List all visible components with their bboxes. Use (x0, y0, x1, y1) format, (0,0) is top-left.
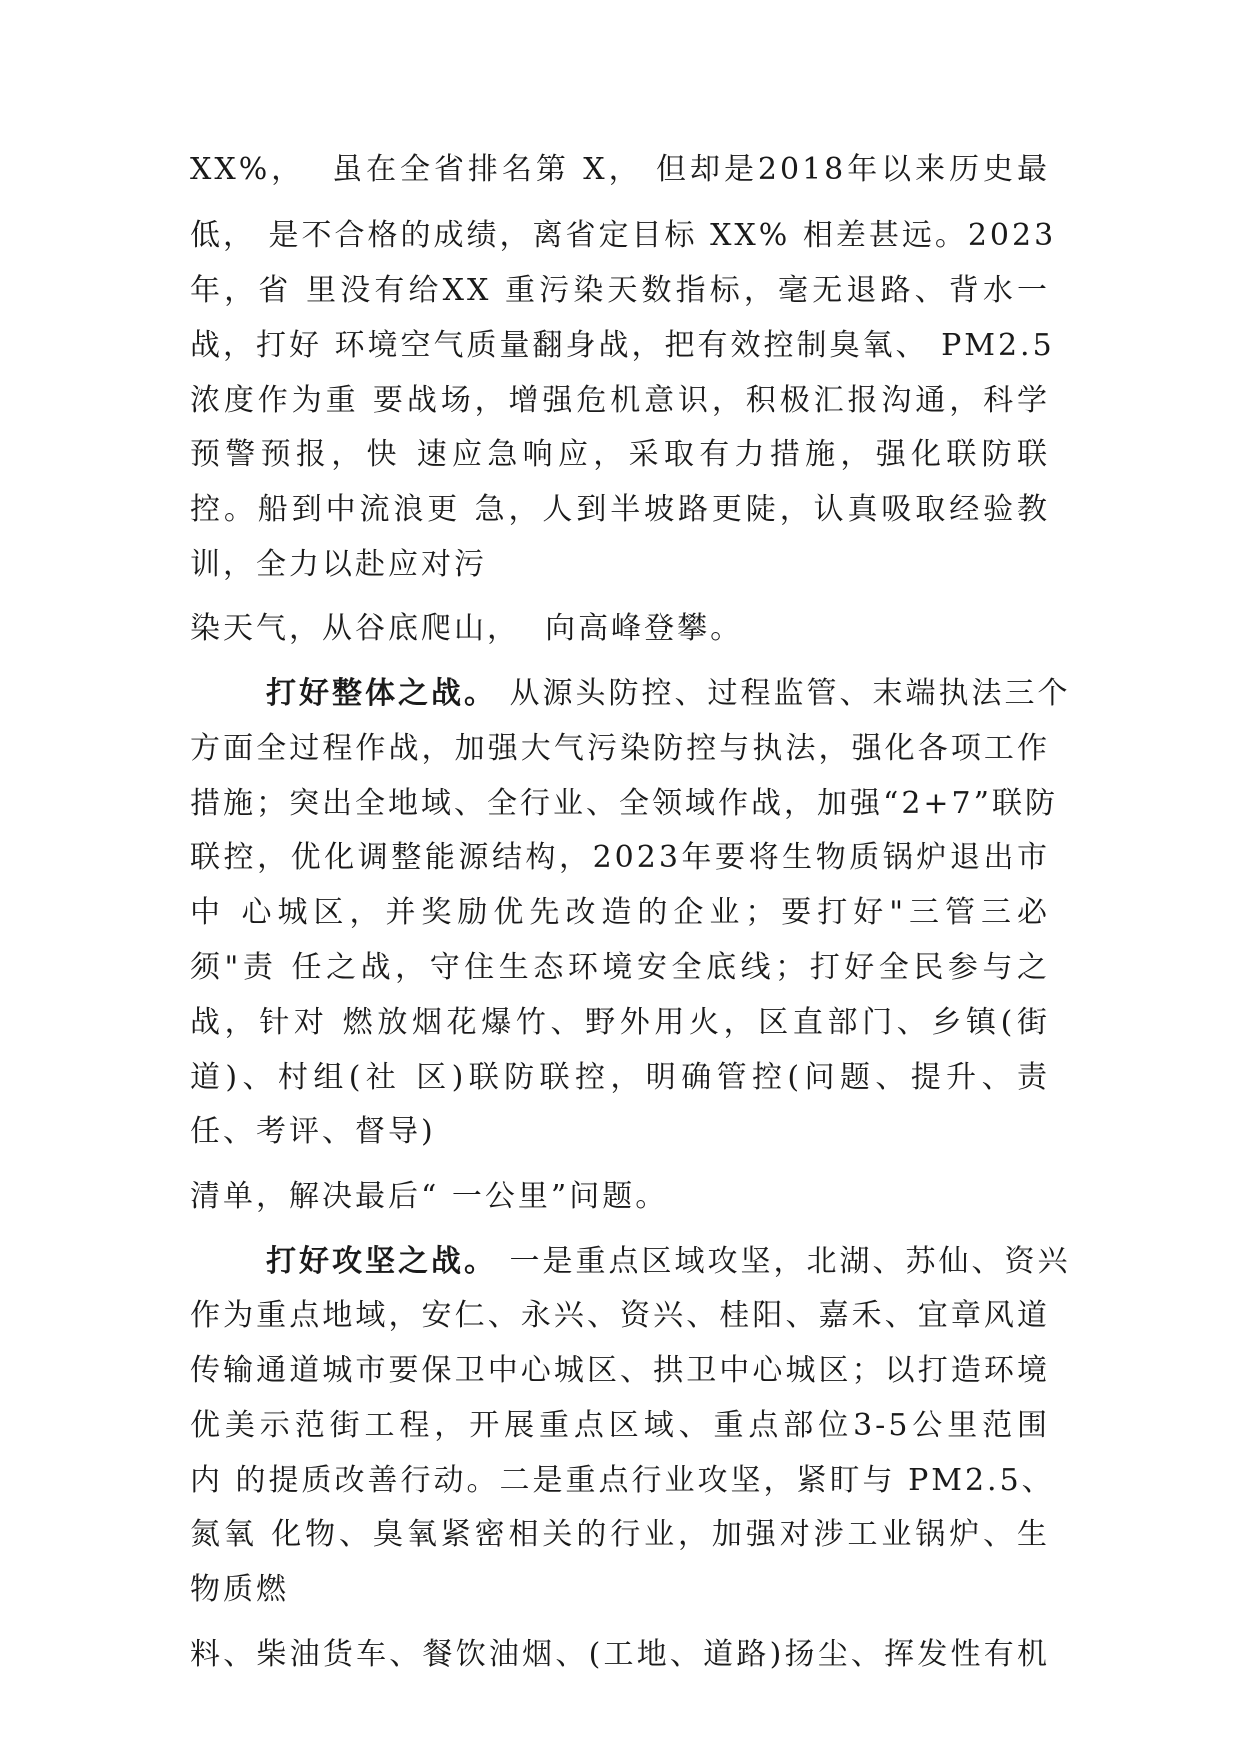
text-line: 战，针对 燃放烟花爆竹、野外用火，区直部门、乡镇(街 (190, 1005, 1050, 1040)
text-line: 须"责 任之战，守住生态环境安全底线；打好全民参与之 (190, 950, 1050, 985)
section-heading-overall: 打好整体之战。 (266, 676, 497, 711)
text-line: 氮氧 化物、臭氧紧密相关的行业，加强对涉工业锅炉、生 (190, 1517, 1050, 1552)
text-line: 训，全力以赴应对污 (190, 547, 487, 582)
text-line: 方面全过程作战，加强大气污染防控与执法，强化各项工作 (190, 731, 1050, 766)
text-line: 作为重点地域，安仁、永兴、资兴、桂阳、嘉禾、宜章风道 (190, 1298, 1050, 1333)
text-line: 传输通道城市要保卫中心城区、拱卫中心城区；以打造环境 (190, 1353, 1050, 1388)
text-line: 控。船到中流浪更 急，人到半坡路更陡，认真吸取经验教 (190, 492, 1050, 527)
text-line: 清单，解决最后“ 一公里”问题。 (190, 1179, 669, 1214)
text-line: 措施；突出全地域、全行业、全领域作战，加强“2+7”联防 (190, 786, 1058, 821)
text-line: 染天气，从谷底爬山， 向高峰登攀。 (190, 611, 744, 646)
text-line: 战，打好 环境空气质量翻身战，把有效控制臭氧、 PM2.5 (190, 328, 1055, 363)
text-line: 年，省 里没有给XX 重污染天数指标，毫无退路、背水一 (190, 273, 1050, 308)
text-line: 道)、村组(社 区)联防联控，明确管控(问题、提升、责 (190, 1060, 1050, 1095)
document-page (190, 0, 1071, 1754)
text-line: 低， 是不合格的成绩，离省定目标 XX% 相差甚远。2023 (190, 218, 1057, 253)
text-span: 一是重点区域攻坚，北湖、苏仙、资兴 (509, 1244, 1071, 1279)
text-line: 料、柴油货车、餐饮油烟、(工地、道路)扬尘、挥发性有机 (190, 1637, 1050, 1672)
paragraph-first-line (266, 667, 1071, 721)
text-line: 优美示范街工程，开展重点区域、重点部位3-5公里范围 (190, 1408, 1050, 1443)
text-span: 从源头防控、过程监管、末端执法三个 (509, 676, 1071, 711)
text-line: 预警预报，快 速应急响应，采取有力措施，强化联防联 (190, 437, 1050, 472)
text-line: 物质燃 (190, 1572, 289, 1607)
paragraph-first-line (266, 1235, 1071, 1289)
text-line: 联控，优化调整能源结构，2023年要将生物质锅炉退出市 (190, 840, 1050, 875)
text-line: 浓度作为重 要战场，增强危机意识，积极汇报沟通，科学 (190, 383, 1050, 418)
text-line: 中 心城区，并奖励优先改造的企业；要打好"三管三必 (190, 895, 1050, 930)
text-line: XX%， 虽在全省排名第 X， 但却是2018年以来历史最 (190, 152, 1050, 187)
section-heading-tough: 打好攻坚之战。 (266, 1244, 497, 1279)
text-line: 内 的提质改善行动。二是重点行业攻坚，紧盯与 PM2.5、 (190, 1463, 1055, 1498)
text-line: 任、考评、督导) (190, 1114, 436, 1149)
